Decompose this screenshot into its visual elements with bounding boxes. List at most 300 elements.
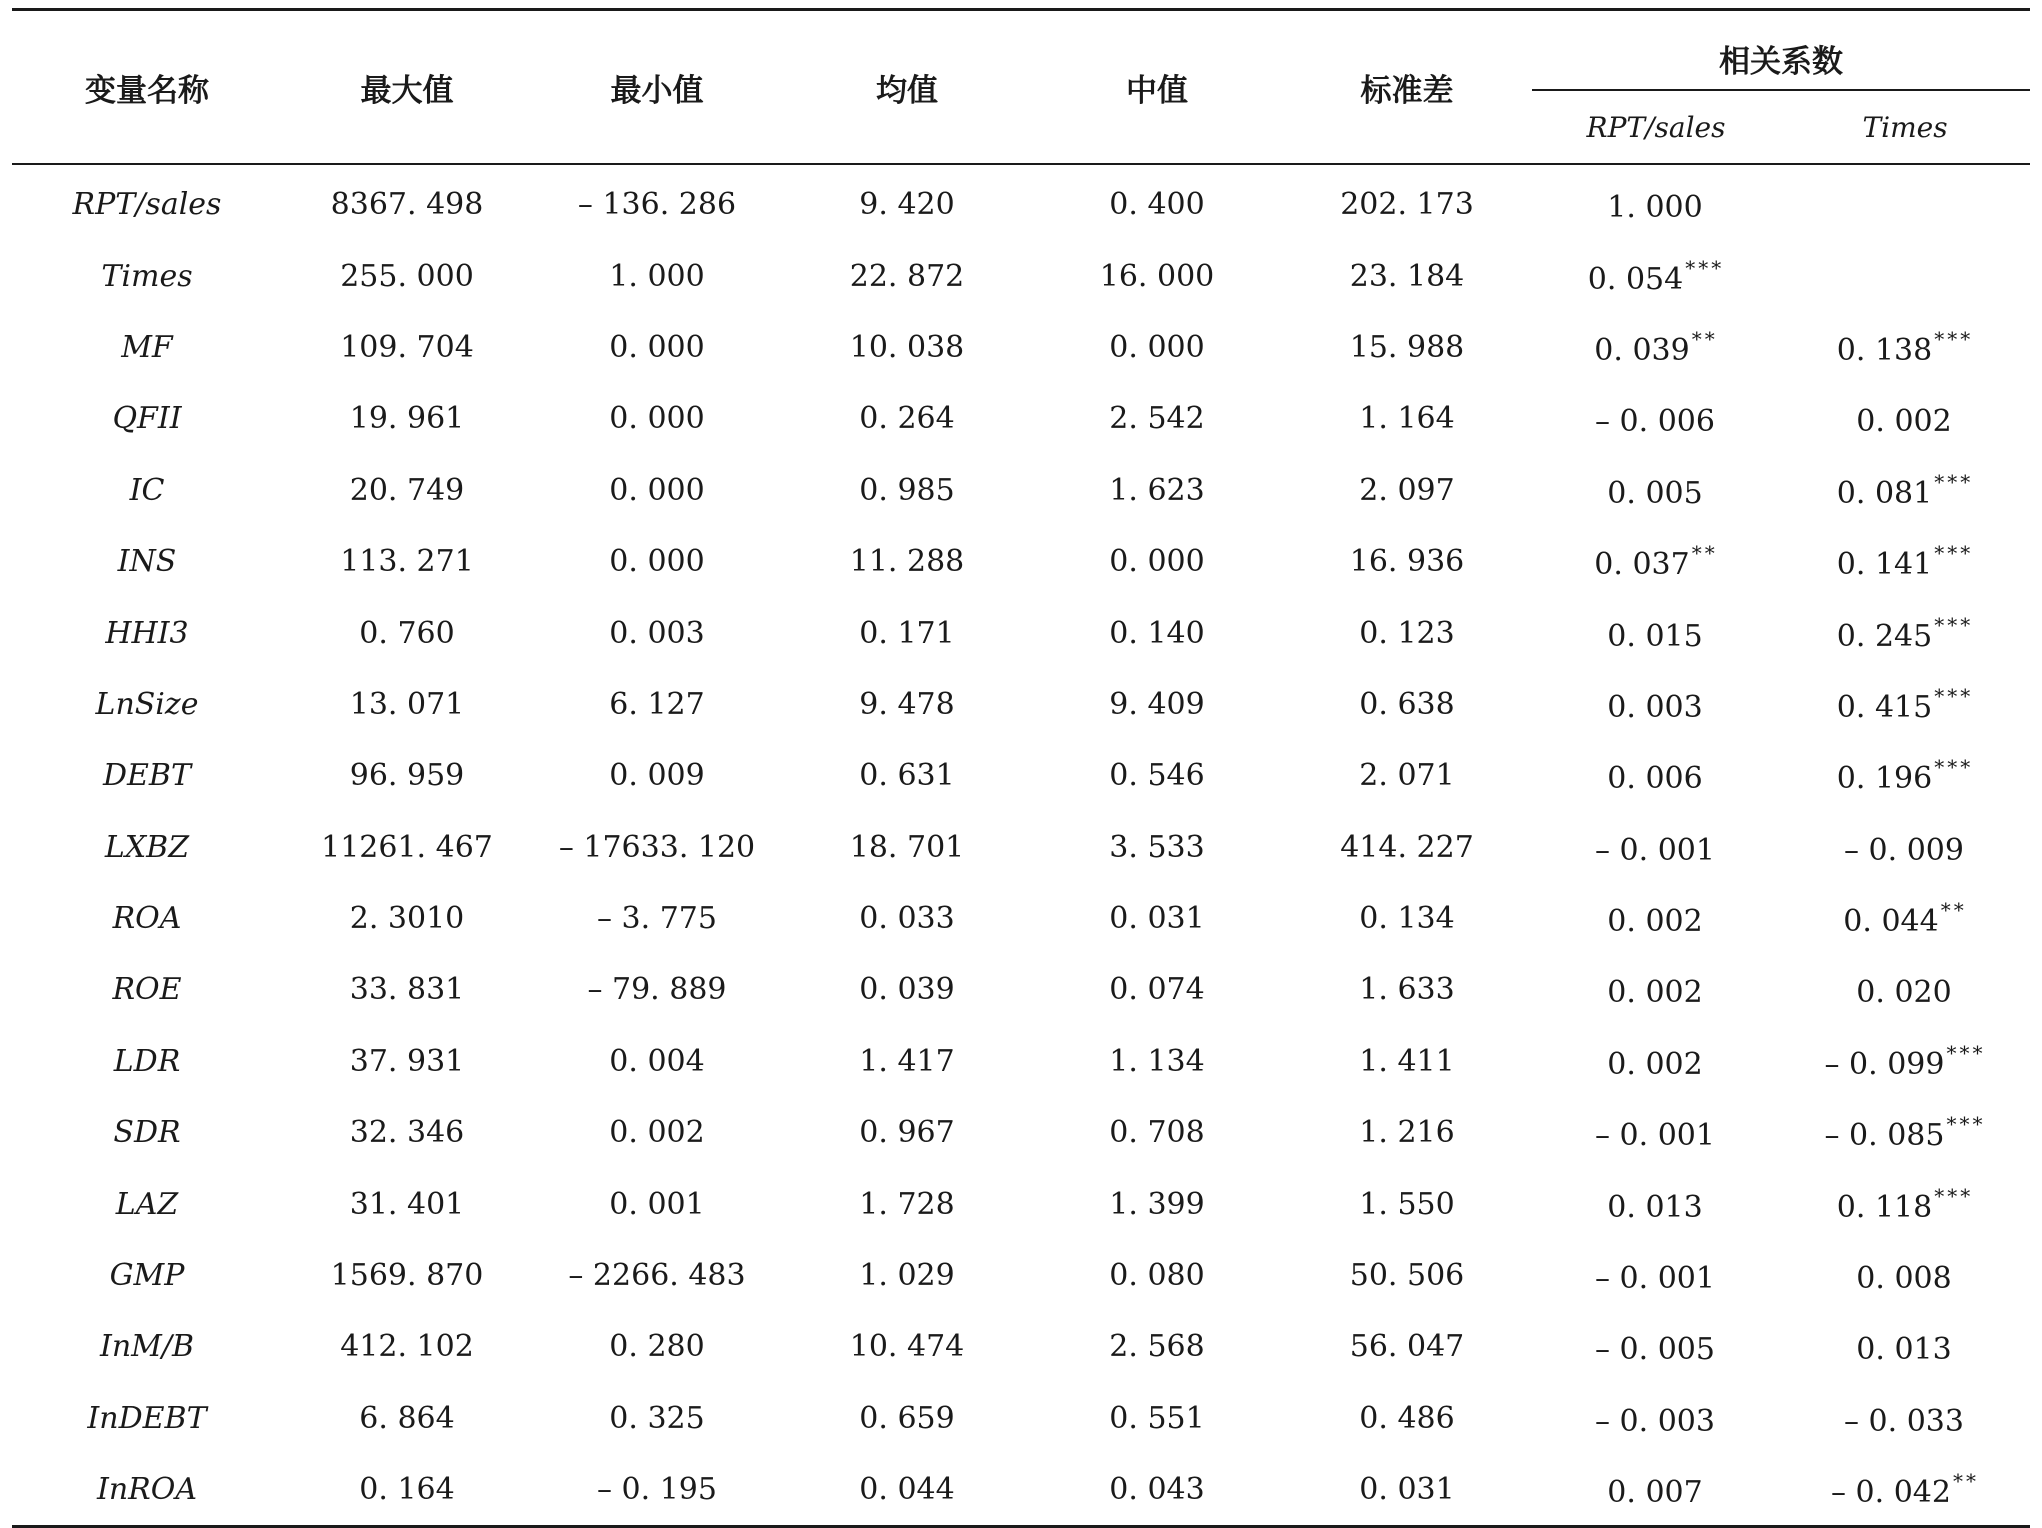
variable-name-cell <box>12 1383 282 1454</box>
mean-cell <box>782 597 1032 668</box>
max-cell <box>282 1168 532 1239</box>
max-cell <box>282 312 532 383</box>
median-cell <box>1032 455 1282 526</box>
corr-rpt-cell <box>1532 164 1780 240</box>
table-row <box>12 383 2030 454</box>
variable-name-cell <box>12 1240 282 1311</box>
median-cell <box>1032 312 1282 383</box>
cell-value: LAZ <box>115 1186 179 1222</box>
cell-value: 0. 134 <box>1359 901 1455 937</box>
cell-value: 0. 039 <box>859 972 955 1008</box>
variable-name-cell <box>12 740 282 811</box>
cell-value: 0. 141 <box>1836 547 1933 583</box>
median-cell <box>1032 1026 1282 1097</box>
corr-times-cell <box>1780 1240 2030 1311</box>
cell-value: QFII <box>112 401 182 437</box>
cell-value: 22. 872 <box>849 258 965 294</box>
max-cell <box>282 597 532 668</box>
median-cell <box>1032 669 1282 740</box>
cell-value: 0. 037 <box>1594 547 1690 583</box>
corr-times-cell <box>1780 455 2030 526</box>
mean-cell <box>782 1311 1032 1382</box>
cell-value: 1. 728 <box>859 1186 955 1222</box>
corr-times-cell <box>1780 669 2030 740</box>
variable-name-cell <box>12 312 282 383</box>
mean-cell <box>782 740 1032 811</box>
corr-times-cell <box>1780 1311 2030 1382</box>
cell-value: DEBT <box>102 758 191 794</box>
header-min: 最小值 <box>532 10 782 165</box>
cell-value: 255. 000 <box>340 258 474 294</box>
max-cell <box>282 164 532 240</box>
table-row <box>12 597 2030 668</box>
cell-value: 0. 008 <box>1856 1261 1952 1297</box>
variable-name-cell <box>12 1026 282 1097</box>
corr-times-cell <box>1780 1168 2030 1239</box>
cell-value: 16. 000 <box>1099 258 1215 294</box>
std-cell <box>1282 669 1532 740</box>
min-cell <box>532 597 782 668</box>
corr-times-cell <box>1780 312 2030 383</box>
cell-value: 0. 043 <box>1109 1472 1205 1508</box>
cell-value: Times <box>101 258 193 294</box>
significance-stars: ** <box>1691 326 1718 351</box>
min-cell <box>532 954 782 1025</box>
cell-value: 2. 568 <box>1109 1329 1205 1365</box>
cell-value: 15. 988 <box>1349 329 1465 365</box>
mean-cell <box>782 883 1032 954</box>
table-row <box>12 1311 2030 1382</box>
cell-value: IC <box>129 472 165 508</box>
cell-value: 0. 002 <box>1856 404 1952 440</box>
cell-value: 0. 967 <box>859 1115 955 1151</box>
median-cell <box>1032 1311 1282 1382</box>
variable-name-cell <box>12 164 282 240</box>
cell-value: 1. 000 <box>609 258 705 294</box>
cell-value: 0. 659 <box>859 1400 955 1436</box>
cell-value: – 0. 001 <box>1595 832 1715 868</box>
cell-value: 1569. 870 <box>330 1258 484 1294</box>
max-cell <box>282 1311 532 1382</box>
cell-value: 0. 031 <box>1109 901 1205 937</box>
median-cell <box>1032 883 1282 954</box>
cell-value: 2. 3010 <box>349 901 465 937</box>
variable-name-cell <box>12 883 282 954</box>
min-cell <box>532 812 782 883</box>
variable-name-cell <box>12 1097 282 1168</box>
cell-value: 0. 015 <box>1607 618 1703 654</box>
significance-stars: *** <box>1934 469 1974 494</box>
cell-value: 0. 001 <box>609 1186 705 1222</box>
cell-value: 2. 097 <box>1359 472 1455 508</box>
cell-value: 1. 134 <box>1109 1043 1205 1079</box>
table-row <box>12 1168 2030 1239</box>
mean-cell <box>782 1097 1032 1168</box>
corr-rpt-cell <box>1532 1240 1780 1311</box>
std-cell <box>1282 1311 1532 1382</box>
cell-value: 0. 123 <box>1359 615 1455 651</box>
cell-value: 0. 138 <box>1836 332 1933 368</box>
mean-cell <box>782 1240 1032 1311</box>
header-corr-rpt: RPT/sales <box>1532 90 1780 164</box>
max-cell <box>282 1097 532 1168</box>
cell-value: 0. 708 <box>1109 1115 1205 1151</box>
mean-cell <box>782 1026 1032 1097</box>
cell-value: – 0. 033 <box>1844 1403 1964 1439</box>
cell-value: 0. 140 <box>1109 615 1205 651</box>
mean-cell <box>782 240 1032 311</box>
cell-value: 13. 071 <box>349 686 465 722</box>
mean-cell <box>782 1383 1032 1454</box>
cell-value: 0. 080 <box>1109 1258 1205 1294</box>
variable-name-cell <box>12 526 282 597</box>
cell-value: LnSize <box>95 686 199 722</box>
table-row <box>12 1097 2030 1168</box>
significance-stars: ** <box>1940 898 1967 923</box>
cell-value: 32. 346 <box>349 1115 465 1151</box>
cell-value: 0. 985 <box>859 472 955 508</box>
cell-value: 0. 031 <box>1359 1472 1455 1508</box>
table-header <box>12 10 2030 165</box>
mean-cell <box>782 954 1032 1025</box>
cell-value: – 17633. 120 <box>558 829 756 865</box>
descriptive-statistics-table <box>12 8 2030 1528</box>
cell-value: 0. 245 <box>1836 618 1933 654</box>
cell-value: 0. 020 <box>1856 975 1952 1011</box>
std-cell <box>1282 597 1532 668</box>
cell-value: 9. 420 <box>859 187 955 223</box>
corr-times-cell <box>1780 1454 2030 1527</box>
table-row <box>12 740 2030 811</box>
min-cell <box>532 455 782 526</box>
cell-value: 202. 173 <box>1340 187 1474 223</box>
cell-value: – 0. 099 <box>1824 1046 1945 1082</box>
min-cell <box>532 1383 782 1454</box>
corr-times-cell <box>1780 526 2030 597</box>
cell-value: MF <box>121 329 173 365</box>
cell-value: 20. 749 <box>349 472 465 508</box>
header-max: 最大值 <box>282 10 532 165</box>
std-cell <box>1282 526 1532 597</box>
cell-value: InDEBT <box>87 1400 207 1436</box>
median-cell <box>1032 1097 1282 1168</box>
cell-value: – 2266. 483 <box>568 1258 746 1294</box>
cell-value: HHI3 <box>105 615 189 651</box>
std-cell <box>1282 1026 1532 1097</box>
significance-stars: *** <box>1934 541 1974 566</box>
corr-rpt-cell <box>1532 883 1780 954</box>
cell-value: 0. 264 <box>859 401 955 437</box>
std-cell <box>1282 1168 1532 1239</box>
significance-stars: *** <box>1934 755 1974 780</box>
cell-value: 37. 931 <box>349 1043 465 1079</box>
cell-value: 0. 000 <box>1109 544 1205 580</box>
cell-value: – 0. 003 <box>1595 1403 1715 1439</box>
min-cell <box>532 1097 782 1168</box>
corr-times-cell <box>1780 240 2030 311</box>
cell-value: 0. 486 <box>1359 1400 1455 1436</box>
std-cell <box>1282 1097 1532 1168</box>
cell-value: 0. 164 <box>359 1472 455 1508</box>
mean-cell <box>782 1454 1032 1527</box>
corr-rpt-cell <box>1532 812 1780 883</box>
mean-cell <box>782 455 1032 526</box>
mean-cell <box>782 669 1032 740</box>
cell-value: 0. 009 <box>609 758 705 794</box>
min-cell <box>532 1311 782 1382</box>
cell-value: InROA <box>96 1472 198 1508</box>
std-cell <box>1282 164 1532 240</box>
max-cell <box>282 954 532 1025</box>
cell-value: 0. 000 <box>609 329 705 365</box>
cell-value: 0. 280 <box>609 1329 705 1365</box>
max-cell <box>282 383 532 454</box>
significance-stars: *** <box>1934 683 1974 708</box>
corr-times-cell <box>1780 812 2030 883</box>
cell-value: 0. 044 <box>1843 904 1939 940</box>
cell-value: 109. 704 <box>340 329 474 365</box>
cell-value: 0. 760 <box>359 615 455 651</box>
cell-value: – 3. 775 <box>597 901 717 937</box>
cell-value: 0. 000 <box>609 401 705 437</box>
significance-stars: ** <box>1952 1469 1979 1494</box>
significance-stars: *** <box>1934 326 1974 351</box>
cell-value: – 0. 006 <box>1595 404 1715 440</box>
cell-value: 31. 401 <box>349 1186 465 1222</box>
cell-value: 0. 074 <box>1109 972 1205 1008</box>
cell-value: 1. 000 <box>1607 190 1703 226</box>
table-row <box>12 812 2030 883</box>
table-row <box>12 526 2030 597</box>
cell-value: INS <box>117 544 177 580</box>
cell-value: 10. 474 <box>849 1329 965 1365</box>
cell-value: – 136. 286 <box>577 187 737 223</box>
table-row <box>12 164 2030 240</box>
table-row <box>12 954 2030 1025</box>
table-row <box>12 883 2030 954</box>
variable-name-cell <box>12 1168 282 1239</box>
cell-value: 6. 864 <box>359 1400 455 1436</box>
corr-times-cell <box>1780 740 2030 811</box>
variable-name-cell <box>12 1454 282 1527</box>
variable-name-cell <box>12 1311 282 1382</box>
corr-rpt-cell <box>1532 1454 1780 1527</box>
cell-value: 0. 000 <box>609 544 705 580</box>
min-cell <box>532 383 782 454</box>
std-cell <box>1282 383 1532 454</box>
cell-value: 0. 004 <box>609 1043 705 1079</box>
median-cell <box>1032 1383 1282 1454</box>
max-cell <box>282 1026 532 1097</box>
variable-name-cell <box>12 669 282 740</box>
table-row <box>12 669 2030 740</box>
cell-value: 11261. 467 <box>321 829 493 865</box>
table-row <box>12 1026 2030 1097</box>
cell-value: 0. 546 <box>1109 758 1205 794</box>
corr-rpt-cell <box>1532 455 1780 526</box>
median-cell <box>1032 1454 1282 1527</box>
cell-value: 1. 633 <box>1359 972 1455 1008</box>
mean-cell <box>782 812 1032 883</box>
cell-value: – 0. 085 <box>1824 1118 1945 1154</box>
cell-value: 0. 551 <box>1109 1400 1205 1436</box>
significance-stars: *** <box>1934 612 1974 637</box>
max-cell <box>282 1383 532 1454</box>
min-cell <box>532 164 782 240</box>
cell-value: 9. 478 <box>859 686 955 722</box>
header-median: 中值 <box>1032 10 1282 165</box>
cell-value: 0. 002 <box>609 1115 705 1151</box>
cell-value: – 79. 889 <box>587 972 727 1008</box>
min-cell <box>532 1026 782 1097</box>
variable-name-cell <box>12 812 282 883</box>
cell-value: 0. 013 <box>1856 1332 1952 1368</box>
cell-value: GMP <box>109 1258 185 1294</box>
cell-value: 23. 184 <box>1349 258 1465 294</box>
cell-value: 2. 542 <box>1109 401 1205 437</box>
median-cell <box>1032 597 1282 668</box>
std-cell <box>1282 455 1532 526</box>
significance-stars: ** <box>1691 541 1718 566</box>
corr-times-cell <box>1780 383 2030 454</box>
max-cell <box>282 1454 532 1527</box>
std-cell <box>1282 812 1532 883</box>
std-cell <box>1282 1454 1532 1527</box>
cell-value: 1. 029 <box>859 1258 955 1294</box>
cell-value: 1. 411 <box>1359 1043 1455 1079</box>
corr-times-cell <box>1780 954 2030 1025</box>
cell-value: – 0. 001 <box>1595 1261 1715 1297</box>
cell-value: 0. 081 <box>1836 475 1933 511</box>
cell-value: 0. 400 <box>1109 187 1205 223</box>
mean-cell <box>782 1168 1032 1239</box>
cell-value: 0. 638 <box>1359 686 1455 722</box>
cell-value: 0. 002 <box>1607 904 1703 940</box>
corr-rpt-cell <box>1532 740 1780 811</box>
table-row <box>12 1454 2030 1527</box>
cell-value: 0. 003 <box>1607 689 1703 725</box>
min-cell <box>532 1454 782 1527</box>
variable-name-cell <box>12 383 282 454</box>
max-cell <box>282 1240 532 1311</box>
min-cell <box>532 669 782 740</box>
significance-stars: *** <box>1946 1112 1986 1137</box>
min-cell <box>532 740 782 811</box>
cell-value: 1. 216 <box>1359 1115 1455 1151</box>
table-row <box>12 312 2030 383</box>
min-cell <box>532 526 782 597</box>
cell-value: LXBZ <box>104 829 190 865</box>
cell-value: 33. 831 <box>349 972 465 1008</box>
cell-value: ROE <box>112 972 182 1008</box>
header-variable: 变量名称 <box>12 10 282 165</box>
corr-times-cell <box>1780 1026 2030 1097</box>
significance-stars: *** <box>1946 1040 1986 1065</box>
significance-stars: *** <box>1685 255 1725 280</box>
std-cell <box>1282 312 1532 383</box>
corr-rpt-cell <box>1532 954 1780 1025</box>
cell-value: 16. 936 <box>1349 544 1465 580</box>
mean-cell <box>782 383 1032 454</box>
cell-value: 0. 000 <box>609 472 705 508</box>
corr-rpt-cell <box>1532 1383 1780 1454</box>
median-cell <box>1032 740 1282 811</box>
significance-stars: *** <box>1934 1183 1974 1208</box>
cell-value: 19. 961 <box>349 401 465 437</box>
cell-value: 0. 039 <box>1594 332 1690 368</box>
max-cell <box>282 669 532 740</box>
std-cell <box>1282 883 1532 954</box>
cell-value: 0. 003 <box>609 615 705 651</box>
cell-value: 1. 417 <box>859 1043 955 1079</box>
corr-times-cell <box>1780 1097 2030 1168</box>
variable-name-cell <box>12 954 282 1025</box>
table-body <box>12 164 2030 1527</box>
variable-name-cell <box>12 240 282 311</box>
cell-value: 0. 002 <box>1607 975 1703 1011</box>
corr-rpt-cell <box>1532 669 1780 740</box>
cell-value: 96. 959 <box>349 758 465 794</box>
header-correlation-group: 相关系数 <box>1532 10 2030 91</box>
corr-rpt-cell <box>1532 526 1780 597</box>
cell-value: 1. 164 <box>1359 401 1455 437</box>
table-row <box>12 1240 2030 1311</box>
median-cell <box>1032 526 1282 597</box>
max-cell <box>282 812 532 883</box>
cell-value: – 0. 001 <box>1595 1118 1715 1154</box>
cell-value: – 0. 042 <box>1831 1475 1951 1511</box>
cell-value: 113. 271 <box>340 544 474 580</box>
mean-cell <box>782 164 1032 240</box>
cell-value: LDR <box>113 1043 181 1079</box>
cell-value: 0. 013 <box>1607 1189 1703 1225</box>
table-row <box>12 1383 2030 1454</box>
cell-value: 0. 196 <box>1836 761 1933 797</box>
corr-rpt-cell <box>1532 1097 1780 1168</box>
corr-rpt-cell <box>1532 312 1780 383</box>
median-cell <box>1032 812 1282 883</box>
median-cell <box>1032 1240 1282 1311</box>
cell-value: 11. 288 <box>849 544 965 580</box>
cell-value: 1. 399 <box>1109 1186 1205 1222</box>
corr-times-cell <box>1780 1383 2030 1454</box>
std-cell <box>1282 740 1532 811</box>
cell-value: 9. 409 <box>1109 686 1205 722</box>
cell-value: InM/B <box>99 1329 195 1365</box>
cell-value: – 0. 195 <box>597 1472 717 1508</box>
cell-value: 0. 054 <box>1587 261 1684 297</box>
min-cell <box>532 1168 782 1239</box>
std-cell <box>1282 240 1532 311</box>
corr-times-cell <box>1780 883 2030 954</box>
median-cell <box>1032 954 1282 1025</box>
cell-value: 10. 038 <box>849 329 965 365</box>
median-cell <box>1032 164 1282 240</box>
cell-value: 0. 171 <box>859 615 955 651</box>
cell-value: 0. 007 <box>1607 1475 1703 1511</box>
cell-value: 0. 000 <box>1109 329 1205 365</box>
cell-value: 0. 325 <box>609 1400 705 1436</box>
corr-rpt-cell <box>1532 1168 1780 1239</box>
header-std: 标准差 <box>1282 10 1532 165</box>
max-cell <box>282 455 532 526</box>
cell-value: – 0. 005 <box>1595 1332 1715 1368</box>
cell-value: 0. 631 <box>859 758 955 794</box>
cell-value: SDR <box>113 1115 181 1151</box>
min-cell <box>532 312 782 383</box>
median-cell <box>1032 1168 1282 1239</box>
cell-value: – 0. 009 <box>1844 832 1964 868</box>
